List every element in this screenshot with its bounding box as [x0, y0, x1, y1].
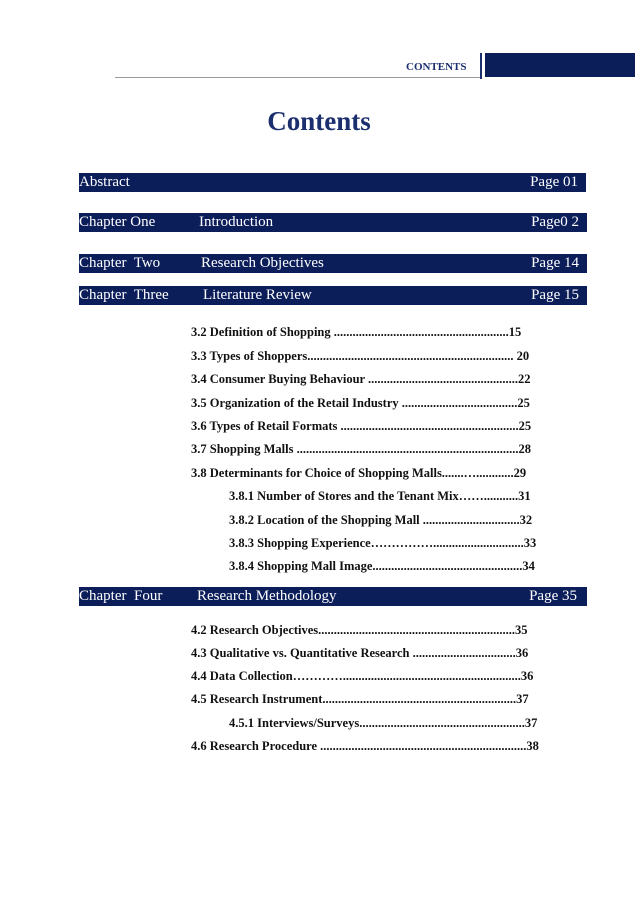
bar-page-number: Page 14 — [531, 255, 579, 271]
bar-chapter-title: Research Methodology — [197, 588, 337, 604]
toc-entry[interactable]: 3.4 Consumer Buying Behaviour ................................................22 — [191, 372, 531, 386]
bar-chapter-title: Literature Review — [203, 287, 312, 303]
toc-subentry[interactable]: 3.8.4 Shopping Mall Image................................................34 — [229, 559, 535, 573]
toc-bar-abstract[interactable] — [79, 173, 586, 192]
bar-page-number: Page 35 — [529, 588, 577, 604]
toc-entry[interactable]: 4.5 Research Instrument..............................................................37 — [191, 692, 529, 706]
toc-bar-chapter-one[interactable] — [79, 213, 587, 232]
toc-entry[interactable]: 3.8 Determinants for Choice of Shopping Malls.......…............29 — [191, 466, 527, 480]
page-title: Contents — [267, 106, 371, 136]
toc-entry[interactable]: 3.7 Shopping Malls .......................................................................28 — [191, 442, 531, 456]
bar-chapter-label: Chapter Two — [79, 255, 161, 271]
toc-entry[interactable]: 3.2 Definition of Shopping ........................................................15 — [191, 325, 522, 339]
toc-entry[interactable]: 4.4 Data Collection………….........................................................36 — [191, 669, 534, 683]
toc-subentry[interactable]: 3.8.1 Number of Stores and the Tenant Mix……...........31 — [229, 489, 531, 503]
toc-entry[interactable]: 4.2 Research Objectives...............................................................35 — [191, 623, 528, 637]
toc-entry[interactable]: 3.3 Types of Shoppers.................................................................. 20 — [191, 349, 530, 363]
bar-page-number: Page 15 — [531, 287, 579, 303]
toc-subentry[interactable]: 3.8.3 Shopping Experience…………….............................33 — [229, 536, 537, 550]
header-rule — [115, 77, 481, 78]
bar-chapter-label: Chapter One — [79, 214, 156, 230]
bar-page-number: Page0 2 — [531, 214, 579, 230]
header-divider — [480, 53, 482, 79]
toc-entry[interactable]: 3.5 Organization of the Retail Industry .....................................25 — [191, 396, 530, 410]
bar-chapter-label: Abstract — [79, 174, 130, 190]
toc-subentry[interactable]: 4.5.1 Interviews/Surveys.....................................................37 — [229, 716, 538, 730]
bar-chapter-label: Chapter Four — [79, 588, 163, 604]
toc-entry[interactable]: 4.3 Qualitative vs. Quantitative Research .................................36 — [191, 646, 529, 660]
bar-page-number: Page 01 — [530, 174, 578, 190]
header-color-box — [485, 53, 635, 77]
bar-chapter-title: Introduction — [199, 214, 274, 230]
toc-bar-chapter-four[interactable] — [79, 587, 587, 606]
toc-bar-chapter-three[interactable] — [79, 286, 587, 305]
toc-entry[interactable]: 4.6 Research Procedure ..................................................................38 — [191, 739, 539, 753]
toc-bar-chapter-two[interactable] — [79, 254, 587, 273]
header-label: CONTENTS — [406, 61, 467, 73]
toc-subentry[interactable]: 3.8.2 Location of the Shopping Mall ...............................32 — [229, 513, 533, 527]
bar-chapter-label: Chapter Three — [79, 287, 169, 303]
bar-chapter-title: Research Objectives — [201, 255, 324, 271]
toc-entry[interactable]: 3.6 Types of Retail Formats .........................................................25 — [191, 419, 532, 433]
